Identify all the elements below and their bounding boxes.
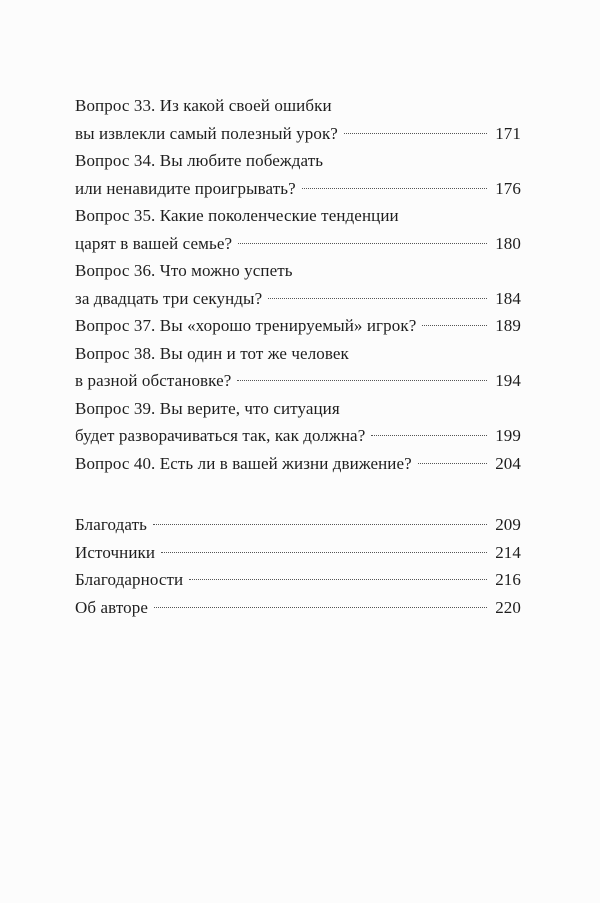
toc-entry-question-40[interactable] xyxy=(75,450,521,478)
toc-entry-title-line: Вопрос 40. Есть ли в вашей жизни движение? xyxy=(75,453,412,473)
toc-entry-title-line: Об авторе xyxy=(75,597,148,617)
dot-leader xyxy=(302,188,487,189)
page-number: 194 xyxy=(495,371,521,390)
dot-leader xyxy=(371,435,487,436)
toc-entry-title-line: Благодать xyxy=(75,515,147,534)
toc-entry-title-line: Вопрос 38. Вы один и тот же человек xyxy=(75,343,349,363)
page-number: 171 xyxy=(495,123,521,143)
dot-leader xyxy=(161,552,487,553)
toc-entry-title-line: Вопрос 37. Вы «хорошо тренируемый» игрок? xyxy=(75,316,417,335)
dot-leader xyxy=(238,243,487,244)
toc-entry-about-author[interactable] xyxy=(75,594,521,622)
page-number: 180 xyxy=(495,233,521,253)
dot-leader xyxy=(189,579,487,580)
toc-entry-title-line: или ненавидите проигрывать? xyxy=(75,178,296,198)
toc-entry-title-line: в разной обстановке? xyxy=(75,371,232,390)
toc-entry-title-line: Источники xyxy=(75,542,156,562)
toc-entry-title-line: Вопрос 36. Что можно успеть xyxy=(75,261,293,280)
dot-leader xyxy=(237,380,487,381)
page-number: 184 xyxy=(495,288,521,308)
page-number: 176 xyxy=(495,178,521,198)
dot-leader xyxy=(153,524,487,525)
page-number: 199 xyxy=(495,426,521,445)
section-spacer xyxy=(75,477,521,511)
toc-entry-title-line: Вопрос 34. Вы любите побеждать xyxy=(75,151,324,170)
toc-entry-question-33[interactable] xyxy=(75,92,521,147)
dot-leader xyxy=(422,325,487,326)
dot-leader xyxy=(344,133,487,134)
page-number: 209 xyxy=(495,515,521,534)
toc-entry-question-38[interactable] xyxy=(75,340,521,395)
page-number: 216 xyxy=(495,570,521,589)
dot-leader xyxy=(268,298,487,299)
toc-entry-acknowledgments[interactable] xyxy=(75,566,521,594)
toc-entry-question-39[interactable] xyxy=(75,395,521,450)
toc-entry-sources[interactable] xyxy=(75,539,521,567)
toc-entry-title-line: царят в вашей семье? xyxy=(75,233,233,253)
dot-leader xyxy=(154,607,487,608)
toc-entry-title-line: Вопрос 39. Вы верите, что ситуация xyxy=(75,398,340,418)
toc-entry-title-line: Вопрос 33. Из какой своей ошибки xyxy=(75,96,332,115)
toc-entry-title-line: Вопрос 35. Какие поколенческие тенденции xyxy=(75,206,399,225)
page-number: 220 xyxy=(495,597,521,617)
toc-entry-question-35[interactable] xyxy=(75,202,521,257)
page-number: 189 xyxy=(495,316,521,335)
toc-entry-question-37[interactable] xyxy=(75,312,521,340)
page-number: 204 xyxy=(495,453,521,473)
toc-entry-grace[interactable] xyxy=(75,511,521,539)
toc-entry-question-34[interactable] xyxy=(75,147,521,202)
toc-entry-question-36[interactable] xyxy=(75,257,521,312)
toc-entry-title-line: за двадцать три секунды? xyxy=(75,288,263,308)
page-number: 214 xyxy=(495,542,521,562)
table-of-contents xyxy=(75,92,521,621)
toc-entry-title-line: будет разворачиваться так, как должна? xyxy=(75,426,366,445)
toc-entry-title-line: вы извлекли самый полезный урок? xyxy=(75,123,338,143)
toc-entry-title-line: Благодарности xyxy=(75,570,184,589)
dot-leader xyxy=(418,463,487,464)
